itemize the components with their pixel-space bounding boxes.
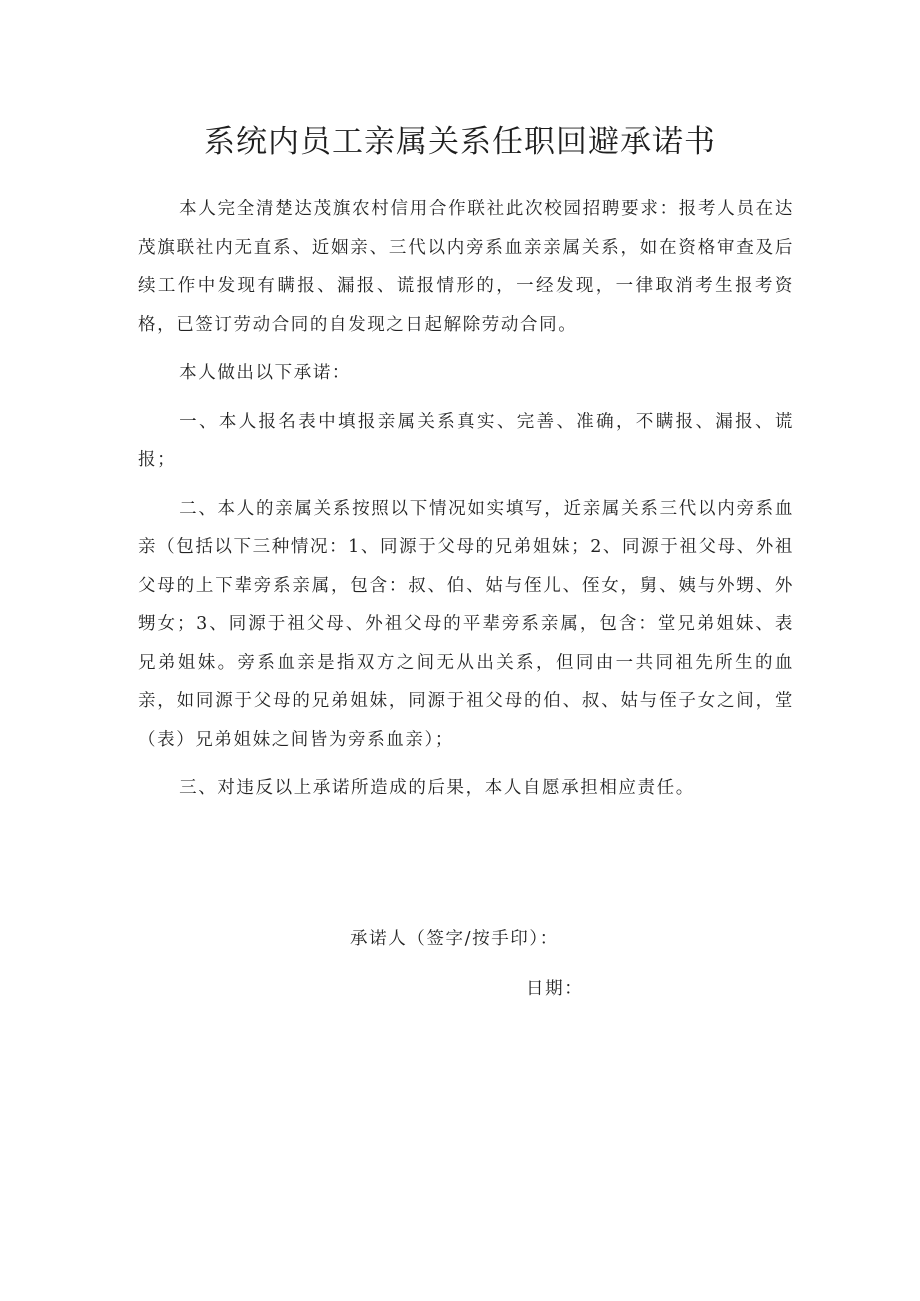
date-label: 日期： — [526, 979, 584, 999]
signature-label: 承诺人（签字/按手印）： — [350, 929, 559, 949]
paragraph-commitment-3: 三、对违反以上承诺所造成的后果，本人自愿承担相应责任。 — [179, 778, 695, 798]
paragraph-commitment-2: 二、本人的亲属关系按照以下情况如实填写，近亲属关系三代以内旁系血亲（包括以下三种情况：1、同源于父母的兄弟姐妹；2、同源于祖父母、外祖父母的上下辈旁系亲属，包含：叔、伯、姑与侄儿、侄女，舅、姨与外甥、外甥女；3、同源于祖父母、外祖父母的平辈旁系亲属，包含：堂兄弟姐妹、表兄弟姐妹。旁系血亲是指双方之间无从出关系，但同由一共同祖先所生的血亲，如同源于父母的兄弟姐妹，同源于祖父母的伯、叔、姑与侄子女之间，堂（表）兄弟姐妹之间皆为旁系血亲）； — [138, 498, 794, 750]
document-body — [138, 190, 794, 808]
paragraph-commitment-heading: 本人做出以下承诺： — [179, 363, 352, 383]
paragraph-commitment-1: 一、本人报名表中填报亲属关系真实、完善、准确，不瞒报、漏报、谎报； — [138, 411, 794, 470]
document-title: 系统内员工亲属关系任职回避承诺书 — [204, 124, 716, 160]
paragraph-intro: 本人完全清楚达茂旗农村信用合作联社此次校园招聘要求：报考人员在达茂旗联社内无直系、近姻亲、三代以内旁系血亲亲属关系，如在资格审查及后续工作中发现有瞒报、漏报、谎报情形的，一经发现，一律取消考生报考资格，已签订劳动合同的自发现之日起解除劳动合同。 — [138, 199, 794, 335]
